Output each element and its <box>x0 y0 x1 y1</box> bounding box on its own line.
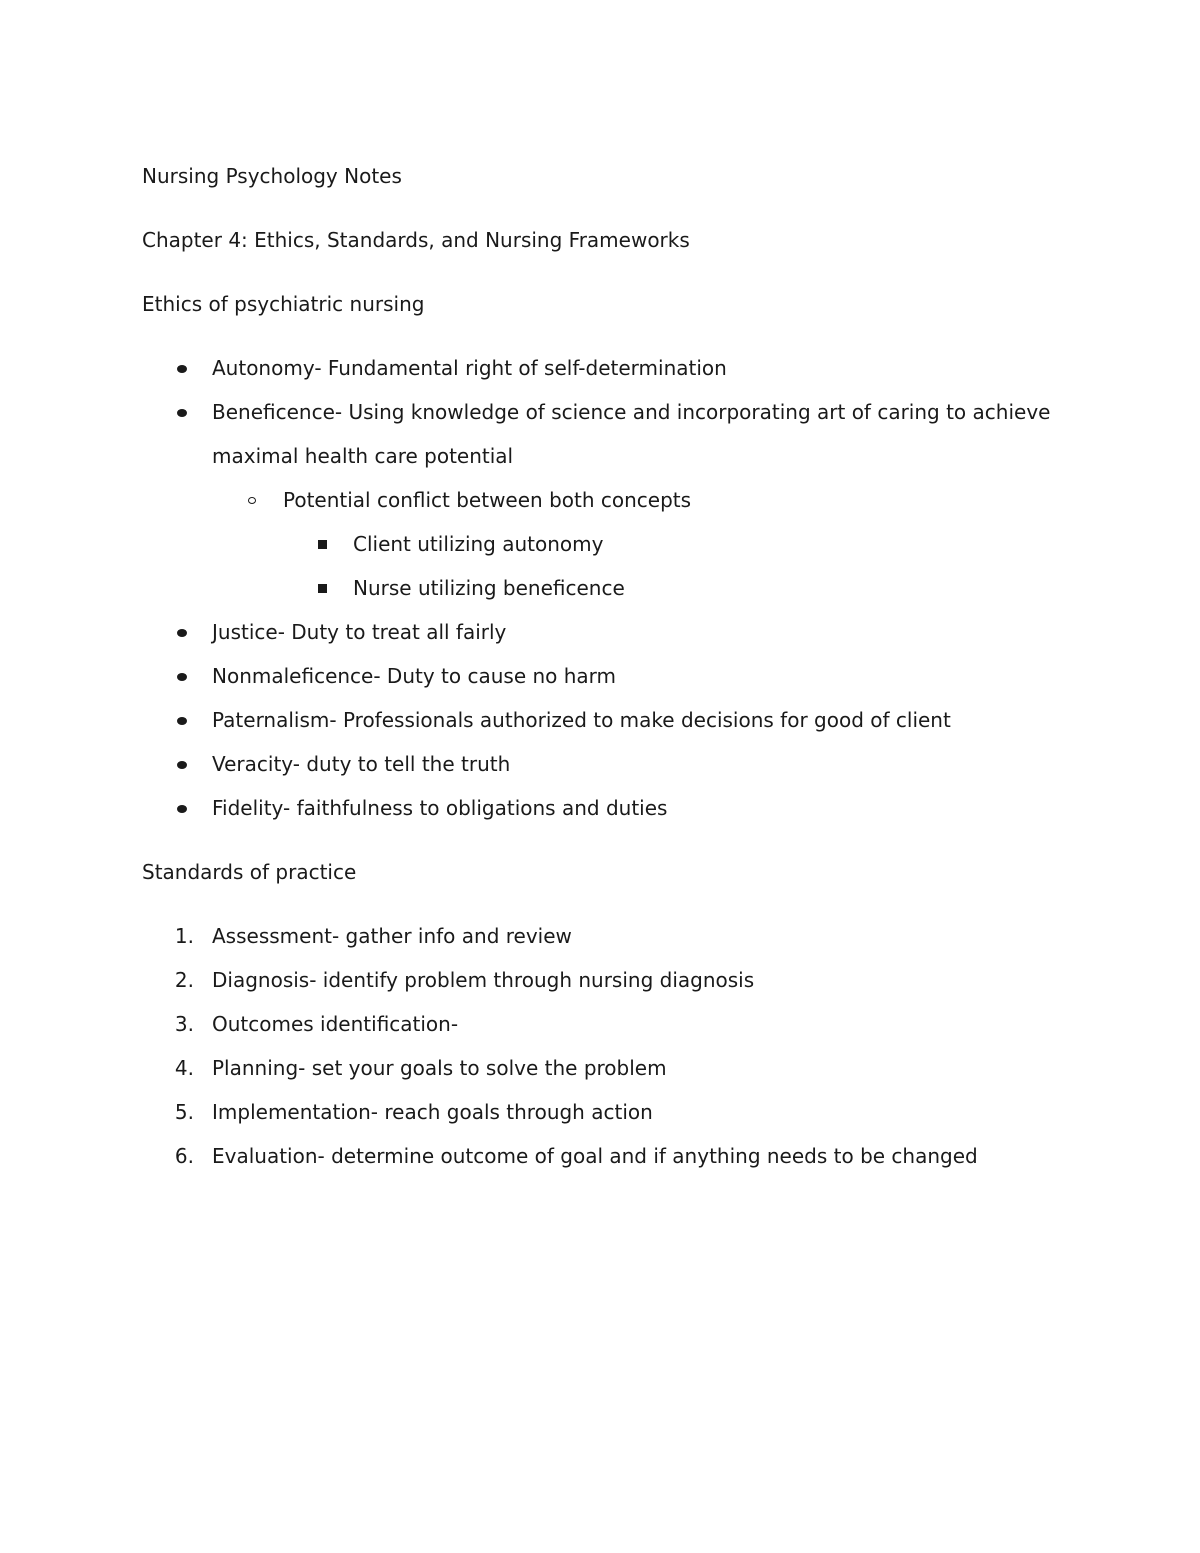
list-item: Assessment- gather info and review <box>212 924 572 948</box>
bullet-circle <box>248 497 256 504</box>
bullet-square <box>318 540 327 549</box>
list-item: Implementation- reach goals through action <box>212 1100 653 1124</box>
list-item: Beneficence- Using knowledge of science and incorporating art of caring to achieve <box>212 400 1051 424</box>
bullet-square <box>318 584 327 593</box>
section-heading-standards: Standards of practice <box>142 860 357 884</box>
list-number: 4. <box>174 1056 194 1080</box>
list-item: Nurse utilizing beneficence <box>353 576 625 600</box>
list-item: Client utilizing autonomy <box>353 532 604 556</box>
list-number: 3. <box>174 1012 194 1036</box>
list-item: Potential conflict between both concepts <box>283 488 692 512</box>
bullet-disc <box>177 717 187 725</box>
list-item: Outcomes identification- <box>212 1012 459 1036</box>
list-number: 1. <box>174 924 194 948</box>
bullet-disc <box>177 409 187 417</box>
bullet-disc <box>177 761 187 769</box>
bullet-disc <box>177 673 187 681</box>
document-title: Nursing Psychology Notes <box>142 164 402 188</box>
list-item: Planning- set your goals to solve the problem <box>212 1056 667 1080</box>
list-item: Veracity- duty to tell the truth <box>212 752 511 776</box>
list-item: Diagnosis- identify problem through nursing diagnosis <box>212 968 755 992</box>
bullet-disc <box>177 805 187 813</box>
list-item: Nonmaleficence- Duty to cause no harm <box>212 664 617 688</box>
list-item: Autonomy- Fundamental right of self-determination <box>212 356 727 380</box>
list-item-continuation: maximal health care potential <box>212 444 514 468</box>
list-number: 6. <box>174 1144 194 1168</box>
list-item: Evaluation- determine outcome of goal and if anything needs to be changed <box>212 1144 978 1168</box>
list-number: 2. <box>174 968 194 992</box>
section-heading-ethics: Ethics of psychiatric nursing <box>142 292 425 316</box>
list-number: 5. <box>174 1100 194 1124</box>
bullet-disc <box>177 629 187 637</box>
chapter-heading: Chapter 4: Ethics, Standards, and Nursing Frameworks <box>142 228 690 252</box>
bullet-disc <box>177 365 187 373</box>
list-item: Justice- Duty to treat all fairly <box>212 620 507 644</box>
list-item: Paternalism- Professionals authorized to make decisions for good of client <box>212 708 951 732</box>
list-item: Fidelity- faithfulness to obligations and duties <box>212 796 668 820</box>
